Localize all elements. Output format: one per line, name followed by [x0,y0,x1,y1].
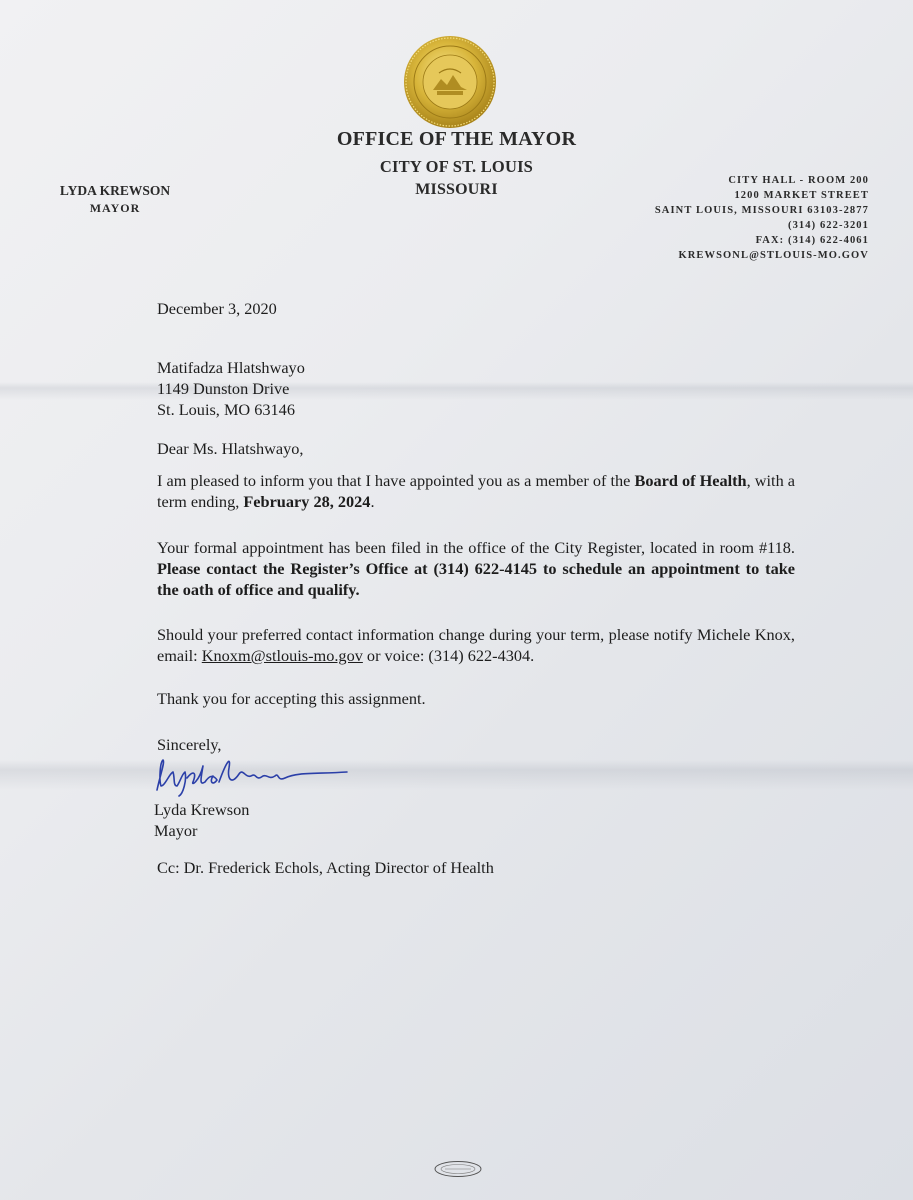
p1-text: . [370,492,375,511]
p3-text: Should your preferred contact information change during your term, please notify Michele Knox, email: [157,625,795,665]
term-end-date: February 28, 2024 [243,492,371,511]
paragraph-register [157,537,795,600]
p1-text: , with a term ending, [157,471,796,511]
recipient-name: Matifadza Hlatshwayo [157,358,305,377]
p3-text: or voice: (314) 622-4304. [362,646,535,665]
email-line: KREWSONL@STLOUIS-MO.GOV [678,250,869,261]
recipient-street: 1149 Dunston Drive [157,379,290,398]
state-name: MISSOURI [415,181,498,198]
salutation: Dear Ms. Hlatshwayo, [157,439,304,458]
fax-line: FAX: (314) 622-4061 [755,235,869,246]
signer-name: Lyda Krewson [154,800,250,819]
address-line: 1200 MARKET STREET [734,190,869,201]
p2-text: Your formal appointment has been filed in the office of the City Register, located in room #118. [157,538,795,557]
board-name: Board of Health [634,471,747,490]
cc-line: Cc: Dr. Frederick Echols, Acting Director of Health [157,858,494,877]
register-instructions: Please contact the Register’s Office at (314) 622-4145 to schedule an appointment to take the oath of office and qualify. [157,559,795,599]
phone-line: (314) 622-3201 [787,220,869,231]
p1-text: I am pleased to inform you that I have appointed you as a member of the [157,471,635,490]
contact-email-link[interactable]: Knoxm@stlouis-mo.gov [201,646,363,665]
closing: Sincerely, [157,735,222,754]
letter-date: December 3, 2020 [157,299,277,318]
office-title: OFFICE OF THE MAYOR [336,128,577,150]
mayor-name: LYDA KREWSON [59,183,171,198]
city-name: CITY OF ST. LOUIS [379,157,534,176]
thanks-line: Thank you for accepting this assignment. [157,689,426,708]
paragraph-contact [157,624,795,666]
address-line: SAINT LOUIS, MISSOURI 63103-2877 [654,205,869,216]
signer-title: Mayor [154,821,198,840]
paragraph-appointment [157,470,795,512]
address-line: CITY HALL - ROOM 200 [728,175,869,186]
handwritten-signature [147,752,362,797]
recipient-city: St. Louis, MO 63146 [157,400,295,419]
mayor-title: MAYOR [89,201,141,215]
union-bug-icon [433,1160,483,1178]
city-seal-emblem [403,35,497,129]
